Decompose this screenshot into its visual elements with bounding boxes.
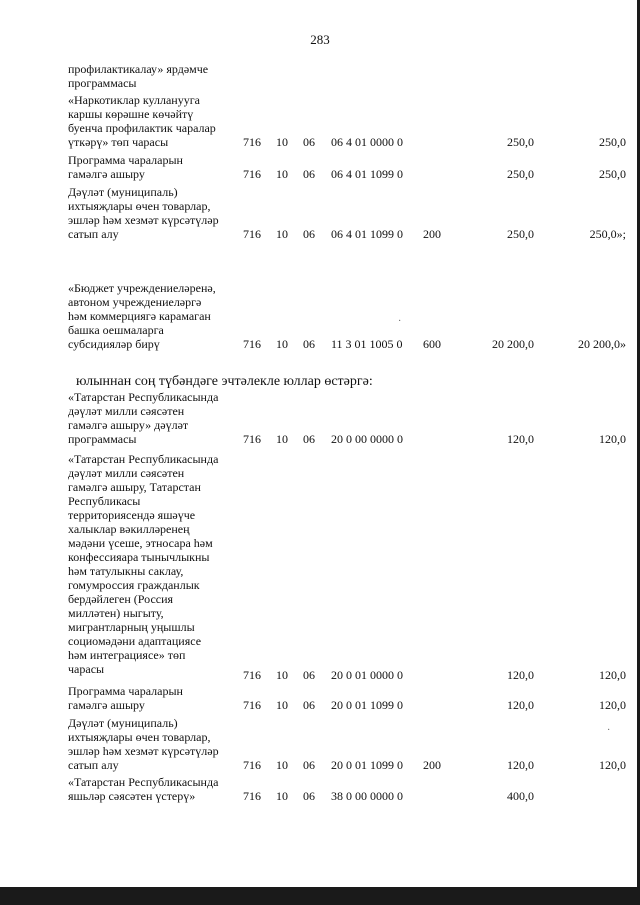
ved-code: 716 — [243, 227, 261, 241]
scan-speck: · — [398, 316, 402, 327]
target-article-code: 20 0 01 0000 0 — [331, 668, 403, 682]
amount-1: 120,0 — [507, 758, 534, 772]
table-row — [0, 62, 640, 90]
amount-2: 120,0 — [599, 698, 626, 712]
target-article-code: 20 0 01 1099 0 — [331, 698, 403, 712]
table-row — [0, 684, 640, 712]
amount-2: 120,0 — [599, 758, 626, 772]
ved-code: 716 — [243, 789, 261, 803]
amount-1: 120,0 — [507, 668, 534, 682]
target-article-code: 06 4 01 0000 0 — [331, 135, 403, 149]
table-row — [0, 775, 640, 803]
table-row — [0, 716, 640, 772]
amount-1: 400,0 — [507, 789, 534, 803]
row-name: Дәүләт (муниципаль) ихтыяҗлары өчен товарлар, эшләр һәм хезмәт күрсәтүләр сатып алу — [68, 185, 219, 241]
section-code: 10 — [276, 789, 288, 803]
target-article-code: 20 0 00 0000 0 — [331, 432, 403, 446]
subsection-code: 06 — [303, 698, 315, 712]
section-code: 10 — [276, 227, 288, 241]
amount-1: 250,0 — [507, 167, 534, 181]
section-code: 10 — [276, 758, 288, 772]
section-code: 10 — [276, 135, 288, 149]
section-code: 10 — [276, 668, 288, 682]
table-row — [0, 153, 640, 181]
subsection-code: 06 — [303, 337, 315, 351]
amount-1: 120,0 — [507, 432, 534, 446]
page-number: 283 — [310, 32, 330, 47]
ved-code: 716 — [243, 758, 261, 772]
target-article-code: 20 0 01 1099 0 — [331, 758, 403, 772]
ved-code: 716 — [243, 167, 261, 181]
section-code: 10 — [276, 167, 288, 181]
row-name: «Татарстан Республикасында яшьләр сәясәтен үстерү» — [68, 775, 219, 803]
table-row — [0, 452, 640, 682]
amount-2: 250,0»; — [589, 227, 626, 241]
row-name: Дәүләт (муниципаль) ихтыяҗлары өчен товарлар, эшләр һәм хезмәт күрсәтүләр сатып алу — [68, 716, 219, 772]
section-code: 10 — [276, 698, 288, 712]
subsection-code: 06 — [303, 432, 315, 446]
subsection-code: 06 — [303, 758, 315, 772]
row-name: «Наркотиклар кулланууга каршы көрәшне көчәйтү буенча профилактик чаралар үткәрү» төп чарасы — [68, 93, 216, 149]
target-article-code: 06 4 01 1099 0 — [331, 227, 403, 241]
ved-code: 716 — [243, 698, 261, 712]
amount-2: 120,0 — [599, 432, 626, 446]
target-article-code: 38 0 00 0000 0 — [331, 789, 403, 803]
row-name: «Татарстан Республикасында дәүләт милли сәясәтен гамәлгә ашыру, Татарстан Республикасы территориясендә яшәүче халыклар вәкилләренең мәдәни үсеше, этносара һәм конфессияара тынычлыкны һәм татулыкны саклау, гомумроссия гражданлык бердәйлеген (Россия милләтен) ныгыту, мигрантларның уңышлы социомәдәни адаптациясе һәм интеграциясе» төп чарасы — [68, 452, 219, 676]
subsection-code: 06 — [303, 789, 315, 803]
scan-speck: · — [607, 725, 611, 736]
subsection-code: 06 — [303, 135, 315, 149]
table-row — [0, 185, 640, 241]
amount-1: 250,0 — [507, 135, 534, 149]
expense-type-code: 200 — [423, 227, 441, 241]
target-article-code: 11 3 01 1005 0 — [331, 337, 403, 351]
amendment-intro-text: юлыннан соң түбәндәге эчтәлекле юллар өстәргә: — [76, 374, 373, 389]
subsection-code: 06 — [303, 668, 315, 682]
row-name: Программа чараларын гамәлгә ашыру — [68, 684, 183, 712]
row-name: Программа чараларын гамәлгә ашыру — [68, 153, 183, 181]
row-name: «Татарстан Республикасында дәүләт милли сәясәтен гамәлгә ашыру» дәүләт программасы — [68, 390, 219, 446]
amount-1: 20 200,0 — [492, 337, 534, 351]
expense-type-code: 600 — [423, 337, 441, 351]
section-code: 10 — [276, 432, 288, 446]
row-name: «Бюджет учреждениеләренә, автоном учреждениеләргә һәм коммерциягә карамаган башка оешмаларга субсидияләр бирү — [68, 281, 216, 351]
amount-1: 120,0 — [507, 698, 534, 712]
scan-border-bottom — [0, 887, 640, 905]
ved-code: 716 — [243, 668, 261, 682]
amount-2: 20 200,0» — [578, 337, 626, 351]
table-row — [0, 281, 640, 351]
subsection-code: 06 — [303, 167, 315, 181]
table-row — [0, 93, 640, 149]
section-code: 10 — [276, 337, 288, 351]
row-name: профилактикалау» ярдәмче программасы — [68, 62, 209, 90]
ved-code: 716 — [243, 337, 261, 351]
ved-code: 716 — [243, 432, 261, 446]
amount-2: 250,0 — [599, 167, 626, 181]
amount-2: 250,0 — [599, 135, 626, 149]
table-row — [0, 390, 640, 446]
amount-2: 120,0 — [599, 668, 626, 682]
amount-1: 250,0 — [507, 227, 534, 241]
subsection-code: 06 — [303, 227, 315, 241]
target-article-code: 06 4 01 1099 0 — [331, 167, 403, 181]
ved-code: 716 — [243, 135, 261, 149]
expense-type-code: 200 — [423, 758, 441, 772]
